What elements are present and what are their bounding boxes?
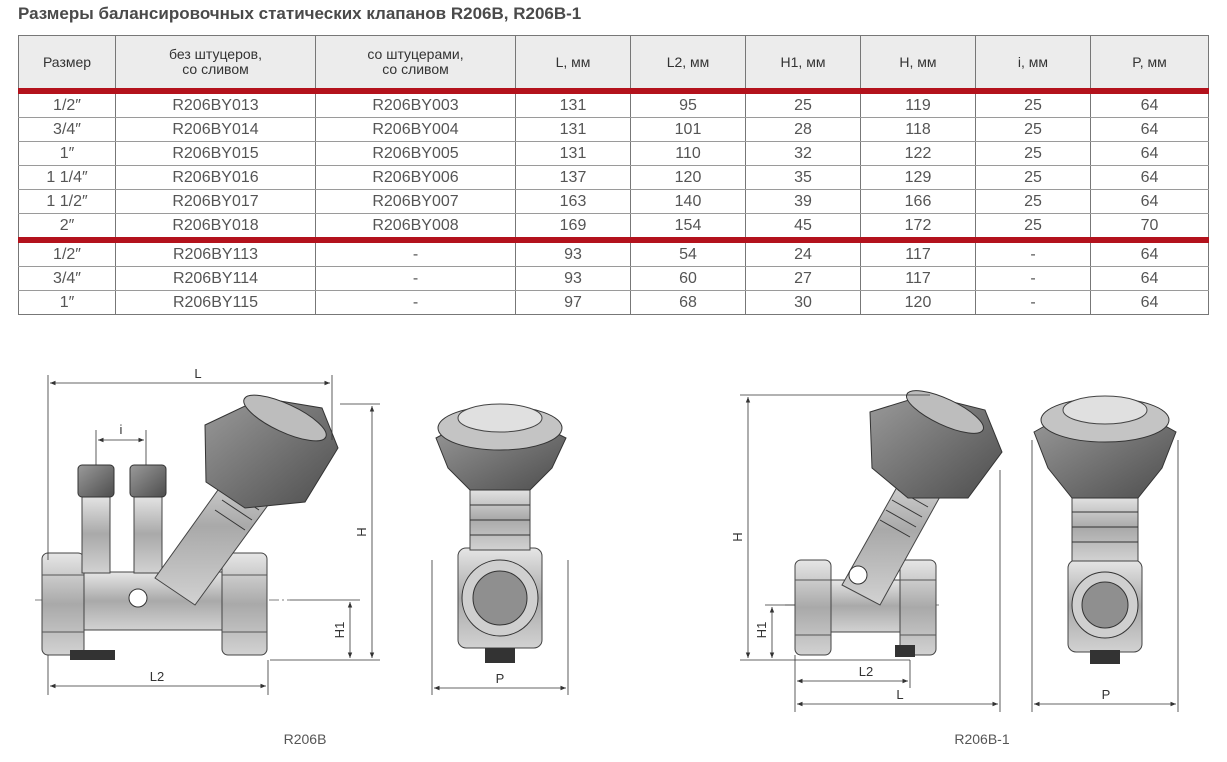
dim-label-h1: H1 (332, 621, 347, 639)
cell-p: 64 (1091, 240, 1209, 267)
header-l2: L2, мм (631, 36, 746, 92)
cell-code-with-fittings: R206BY006 (316, 166, 516, 190)
cell-i: 25 (976, 142, 1091, 166)
dim-label-p: P (495, 671, 505, 686)
cell-i: - (976, 291, 1091, 315)
r206b1-side-view (785, 382, 1002, 657)
cell-code-with-fittings: R206BY007 (316, 190, 516, 214)
technical-drawings (0, 340, 1227, 762)
cell-p: 64 (1091, 190, 1209, 214)
cell-size: 1 1/2″ (19, 190, 116, 214)
cell-code-no-fittings: R206BY113 (116, 240, 316, 267)
cell-code-with-fittings: R206BY008 (316, 214, 516, 241)
cell-i: 25 (976, 214, 1091, 241)
r206b1-front-view (1034, 396, 1176, 664)
cell-code-no-fittings: R206BY017 (116, 190, 316, 214)
table-row (19, 118, 1209, 142)
cell-p: 64 (1091, 118, 1209, 142)
cell-p: 64 (1091, 291, 1209, 315)
table-row (19, 240, 1209, 267)
cell-h1: 32 (746, 142, 861, 166)
cell-l2: 120 (631, 166, 746, 190)
cell-i: - (976, 240, 1091, 267)
header-size: Размер (19, 36, 116, 92)
cell-p: 64 (1091, 166, 1209, 190)
table-row (19, 291, 1209, 315)
cell-h: 117 (861, 267, 976, 291)
cell-h: 120 (861, 291, 976, 315)
cell-size: 1″ (19, 291, 116, 315)
cell-l2: 68 (631, 291, 746, 315)
table-row (19, 267, 1209, 291)
dim-label-h: H (354, 527, 369, 537)
cell-code-no-fittings: R206BY114 (116, 267, 316, 291)
header-h1: H1, мм (746, 36, 861, 92)
cell-h: 166 (861, 190, 976, 214)
cell-h1: 45 (746, 214, 861, 241)
cell-h: 122 (861, 142, 976, 166)
cell-code-with-fittings: - (316, 291, 516, 315)
header-with-fittings: со штуцерами, со сливом (316, 36, 516, 92)
cell-i: - (976, 267, 1091, 291)
dim-label-i: i (119, 422, 123, 437)
dim-label-l: L (194, 366, 202, 381)
table-row (19, 142, 1209, 166)
cell-code-with-fittings: R206BY004 (316, 118, 516, 142)
cell-code-no-fittings: R206BY015 (116, 142, 316, 166)
cell-l: 169 (516, 214, 631, 241)
cell-l2: 54 (631, 240, 746, 267)
cell-h: 172 (861, 214, 976, 241)
cell-h1: 30 (746, 291, 861, 315)
cell-p: 64 (1091, 267, 1209, 291)
header-l: L, мм (516, 36, 631, 92)
r206b-side-view (35, 386, 338, 660)
cell-code-no-fittings: R206BY014 (116, 118, 316, 142)
cell-size: 1″ (19, 142, 116, 166)
dim-label-h1-b1: H1 (754, 621, 769, 639)
header-p: P, мм (1091, 36, 1209, 92)
cell-p: 64 (1091, 91, 1209, 118)
cell-size: 3/4″ (19, 118, 116, 142)
dim-label-l2-b1: L2 (858, 664, 874, 679)
cell-size: 1/2″ (19, 91, 116, 118)
dim-label-p-b1: P (1101, 687, 1111, 702)
header-h: H, мм (861, 36, 976, 92)
table-row (19, 91, 1209, 118)
table-header (19, 36, 1209, 92)
cell-l2: 140 (631, 190, 746, 214)
header-i: i, мм (976, 36, 1091, 92)
dim-label-l2: L2 (149, 669, 165, 684)
cell-l2: 110 (631, 142, 746, 166)
cell-code-with-fittings: R206BY005 (316, 142, 516, 166)
cell-i: 25 (976, 91, 1091, 118)
cell-h: 118 (861, 118, 976, 142)
cell-size: 1 1/4″ (19, 166, 116, 190)
cell-h1: 24 (746, 240, 861, 267)
cell-l: 131 (516, 91, 631, 118)
cell-h: 117 (861, 240, 976, 267)
cell-l: 163 (516, 190, 631, 214)
cell-code-no-fittings: R206BY013 (116, 91, 316, 118)
header-no-fittings: без штуцеров, со сливом (116, 36, 316, 92)
cell-l: 97 (516, 291, 631, 315)
cell-l: 131 (516, 142, 631, 166)
table-row (19, 214, 1209, 241)
cell-i: 25 (976, 118, 1091, 142)
cell-h1: 27 (746, 267, 861, 291)
cell-h1: 35 (746, 166, 861, 190)
cell-l: 131 (516, 118, 631, 142)
cell-p: 64 (1091, 142, 1209, 166)
dim-label-h-b1: H (730, 532, 745, 542)
cell-i: 25 (976, 166, 1091, 190)
cell-l: 93 (516, 240, 631, 267)
cell-l2: 101 (631, 118, 746, 142)
table-row (19, 166, 1209, 190)
table-row (19, 190, 1209, 214)
page-title: Размеры балансировочных статических клапанов R206B, R206B-1 (18, 4, 582, 23)
caption-r206b: R206B (283, 731, 327, 747)
cell-p: 70 (1091, 214, 1209, 241)
cell-h: 119 (861, 91, 976, 118)
dimensions-table (18, 35, 1209, 315)
cell-code-no-fittings: R206BY016 (116, 166, 316, 190)
cell-l2: 95 (631, 91, 746, 118)
header-row (19, 36, 1209, 92)
cell-l2: 60 (631, 267, 746, 291)
cell-h: 129 (861, 166, 976, 190)
cell-h1: 39 (746, 190, 861, 214)
r206b-front-view (436, 404, 566, 663)
cell-code-no-fittings: R206BY115 (116, 291, 316, 315)
cell-l2: 154 (631, 214, 746, 241)
dim-label-l-b1: L (896, 687, 904, 702)
cell-size: 3/4″ (19, 267, 116, 291)
table-body (19, 91, 1209, 315)
cell-code-with-fittings: - (316, 267, 516, 291)
cell-code-no-fittings: R206BY018 (116, 214, 316, 241)
cell-h1: 25 (746, 91, 861, 118)
cell-size: 2″ (19, 214, 116, 241)
cell-code-with-fittings: - (316, 240, 516, 267)
cell-l: 137 (516, 166, 631, 190)
cell-size: 1/2″ (19, 240, 116, 267)
cell-l: 93 (516, 267, 631, 291)
cell-i: 25 (976, 190, 1091, 214)
cell-code-with-fittings: R206BY003 (316, 91, 516, 118)
cell-h1: 28 (746, 118, 861, 142)
caption-r206b1: R206B-1 (954, 731, 1010, 747)
